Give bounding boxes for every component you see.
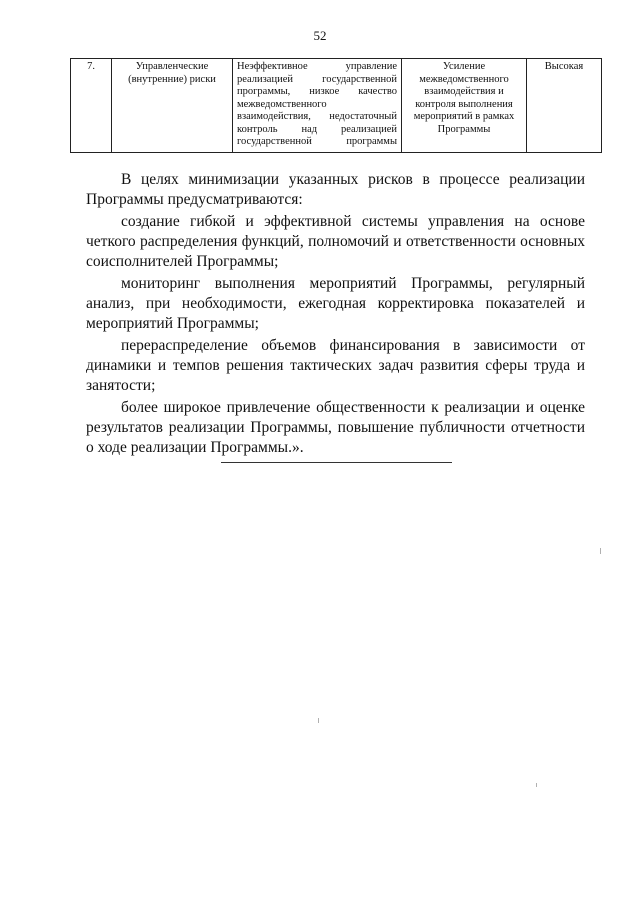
body-text <box>86 170 585 460</box>
row-number-cell: 7. <box>71 59 112 153</box>
paragraph-intro: В целях минимизации указанных рисков в процессе реализации Программы предусматриваются: <box>86 171 585 208</box>
page-number: 52 <box>313 28 327 43</box>
end-separator-line <box>221 462 452 463</box>
table-row <box>71 59 602 153</box>
scan-speck <box>536 783 537 787</box>
risk-description-cell: Неэффективное управление реализацией государственной программы, низкое качество межведомственного взаимодействия, недостаточный контроль над реализацией государственной программы <box>233 59 402 153</box>
paragraph-item-2: мониторинг выполнения мероприятий Программы, регулярный анализ, при необходимости, ежегодная корректировка показателей и мероприятий Программы; <box>86 275 585 332</box>
risk-level-cell: Высокая <box>527 59 602 153</box>
risk-table <box>70 58 602 153</box>
paragraph-item-3: перераспределение объемов финансирования в зависимости от динамики и темпов решения тактических задач развития сферы труда и занятости; <box>86 337 585 394</box>
risk-type-cell: Управленческие (внутренние) риски <box>112 59 233 153</box>
risk-measures-cell: Усиление межведомственного взаимодействия и контроля выполнения мероприятий в рамках Программы <box>402 59 527 153</box>
paragraph-item-1: создание гибкой и эффективной системы управления на основе четкого распределения функций, полномочий и ответственности основных соисполнителей Программы; <box>86 213 585 270</box>
paragraph-item-4: более широкое привлечение общественности к реализации и оценке результатов реализации Программы, повышение публичности отчетности о ходе реализации Программы.». <box>86 399 585 456</box>
scan-speck <box>600 548 601 554</box>
scan-speck <box>318 718 319 723</box>
